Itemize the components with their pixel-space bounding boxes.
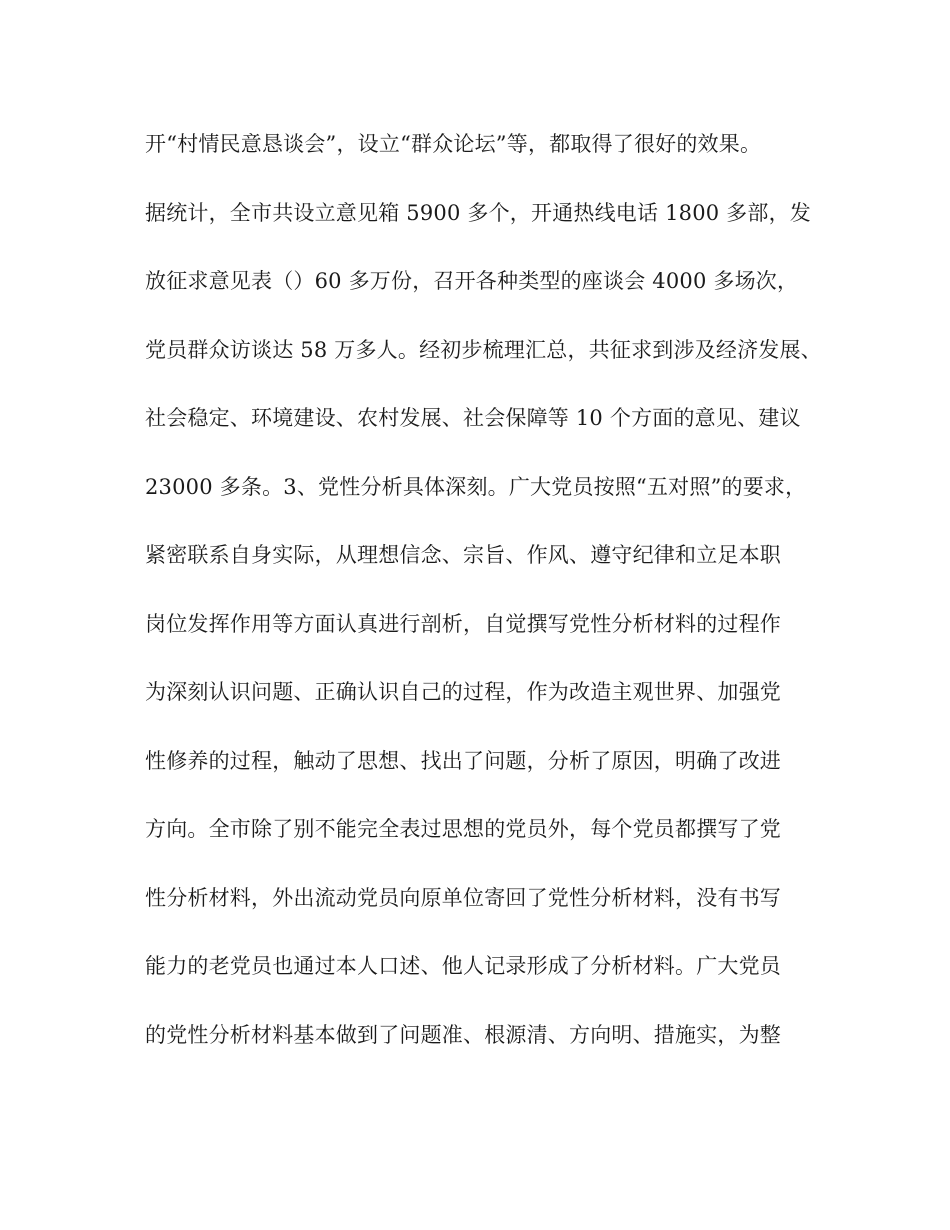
text-line: 开“村情民意恳谈会”，设立“群众论坛”等，都取得了很好的效果。 (145, 132, 762, 156)
body-text (145, 126, 835, 1085)
text-line: 的党性分析材料基本做到了问题准、根源清、方向明、措施实，为整 (145, 1022, 781, 1047)
text-line: 据统计，全市共设立意见箱 5900 多个，开通热线电话 1800 多部，发 (145, 200, 811, 225)
text-line: 性分析材料，外出流动党员向原单位寄回了党性分析材料，没有书写 (145, 885, 781, 910)
text-line: 方向。全市除了别不能完全表过思想的党员外，每个党员都撰写了党 (145, 817, 781, 841)
text-line: 能力的老党员也通过本人口述、他人记录形成了分析材料。广大党员 (145, 954, 781, 978)
text-line: 放征求意见表（）60 多万份，召开各种类型的座谈会 4000 多场次， (145, 269, 799, 293)
text-line: 党员群众访谈达 58 万多人。经初步梳理汇总，共征求到涉及经济发展、 (145, 337, 822, 362)
text-line: 岗位发挥作用等方面认真进行剖析，自觉撰写党性分析材料的过程作 (145, 611, 781, 636)
text-line: 性修养的过程，触动了思想、找出了问题，分析了原因，明确了改进 (145, 748, 781, 773)
text-line: 23000 多条。3、党性分析具体深刻。广大党员按照“五对照”的要求， (145, 474, 807, 499)
text-line: 为深刻认识问题、正确认识自己的过程，作为改造主观世界、加强党 (145, 680, 781, 704)
text-line: 社会稳定、环境建设、农村发展、社会保障等 10 个方面的意见、建议 (145, 406, 801, 430)
text-line: 紧密联系自身实际，从理想信念、宗旨、作风、遵守纪律和立足本职 (145, 543, 781, 567)
